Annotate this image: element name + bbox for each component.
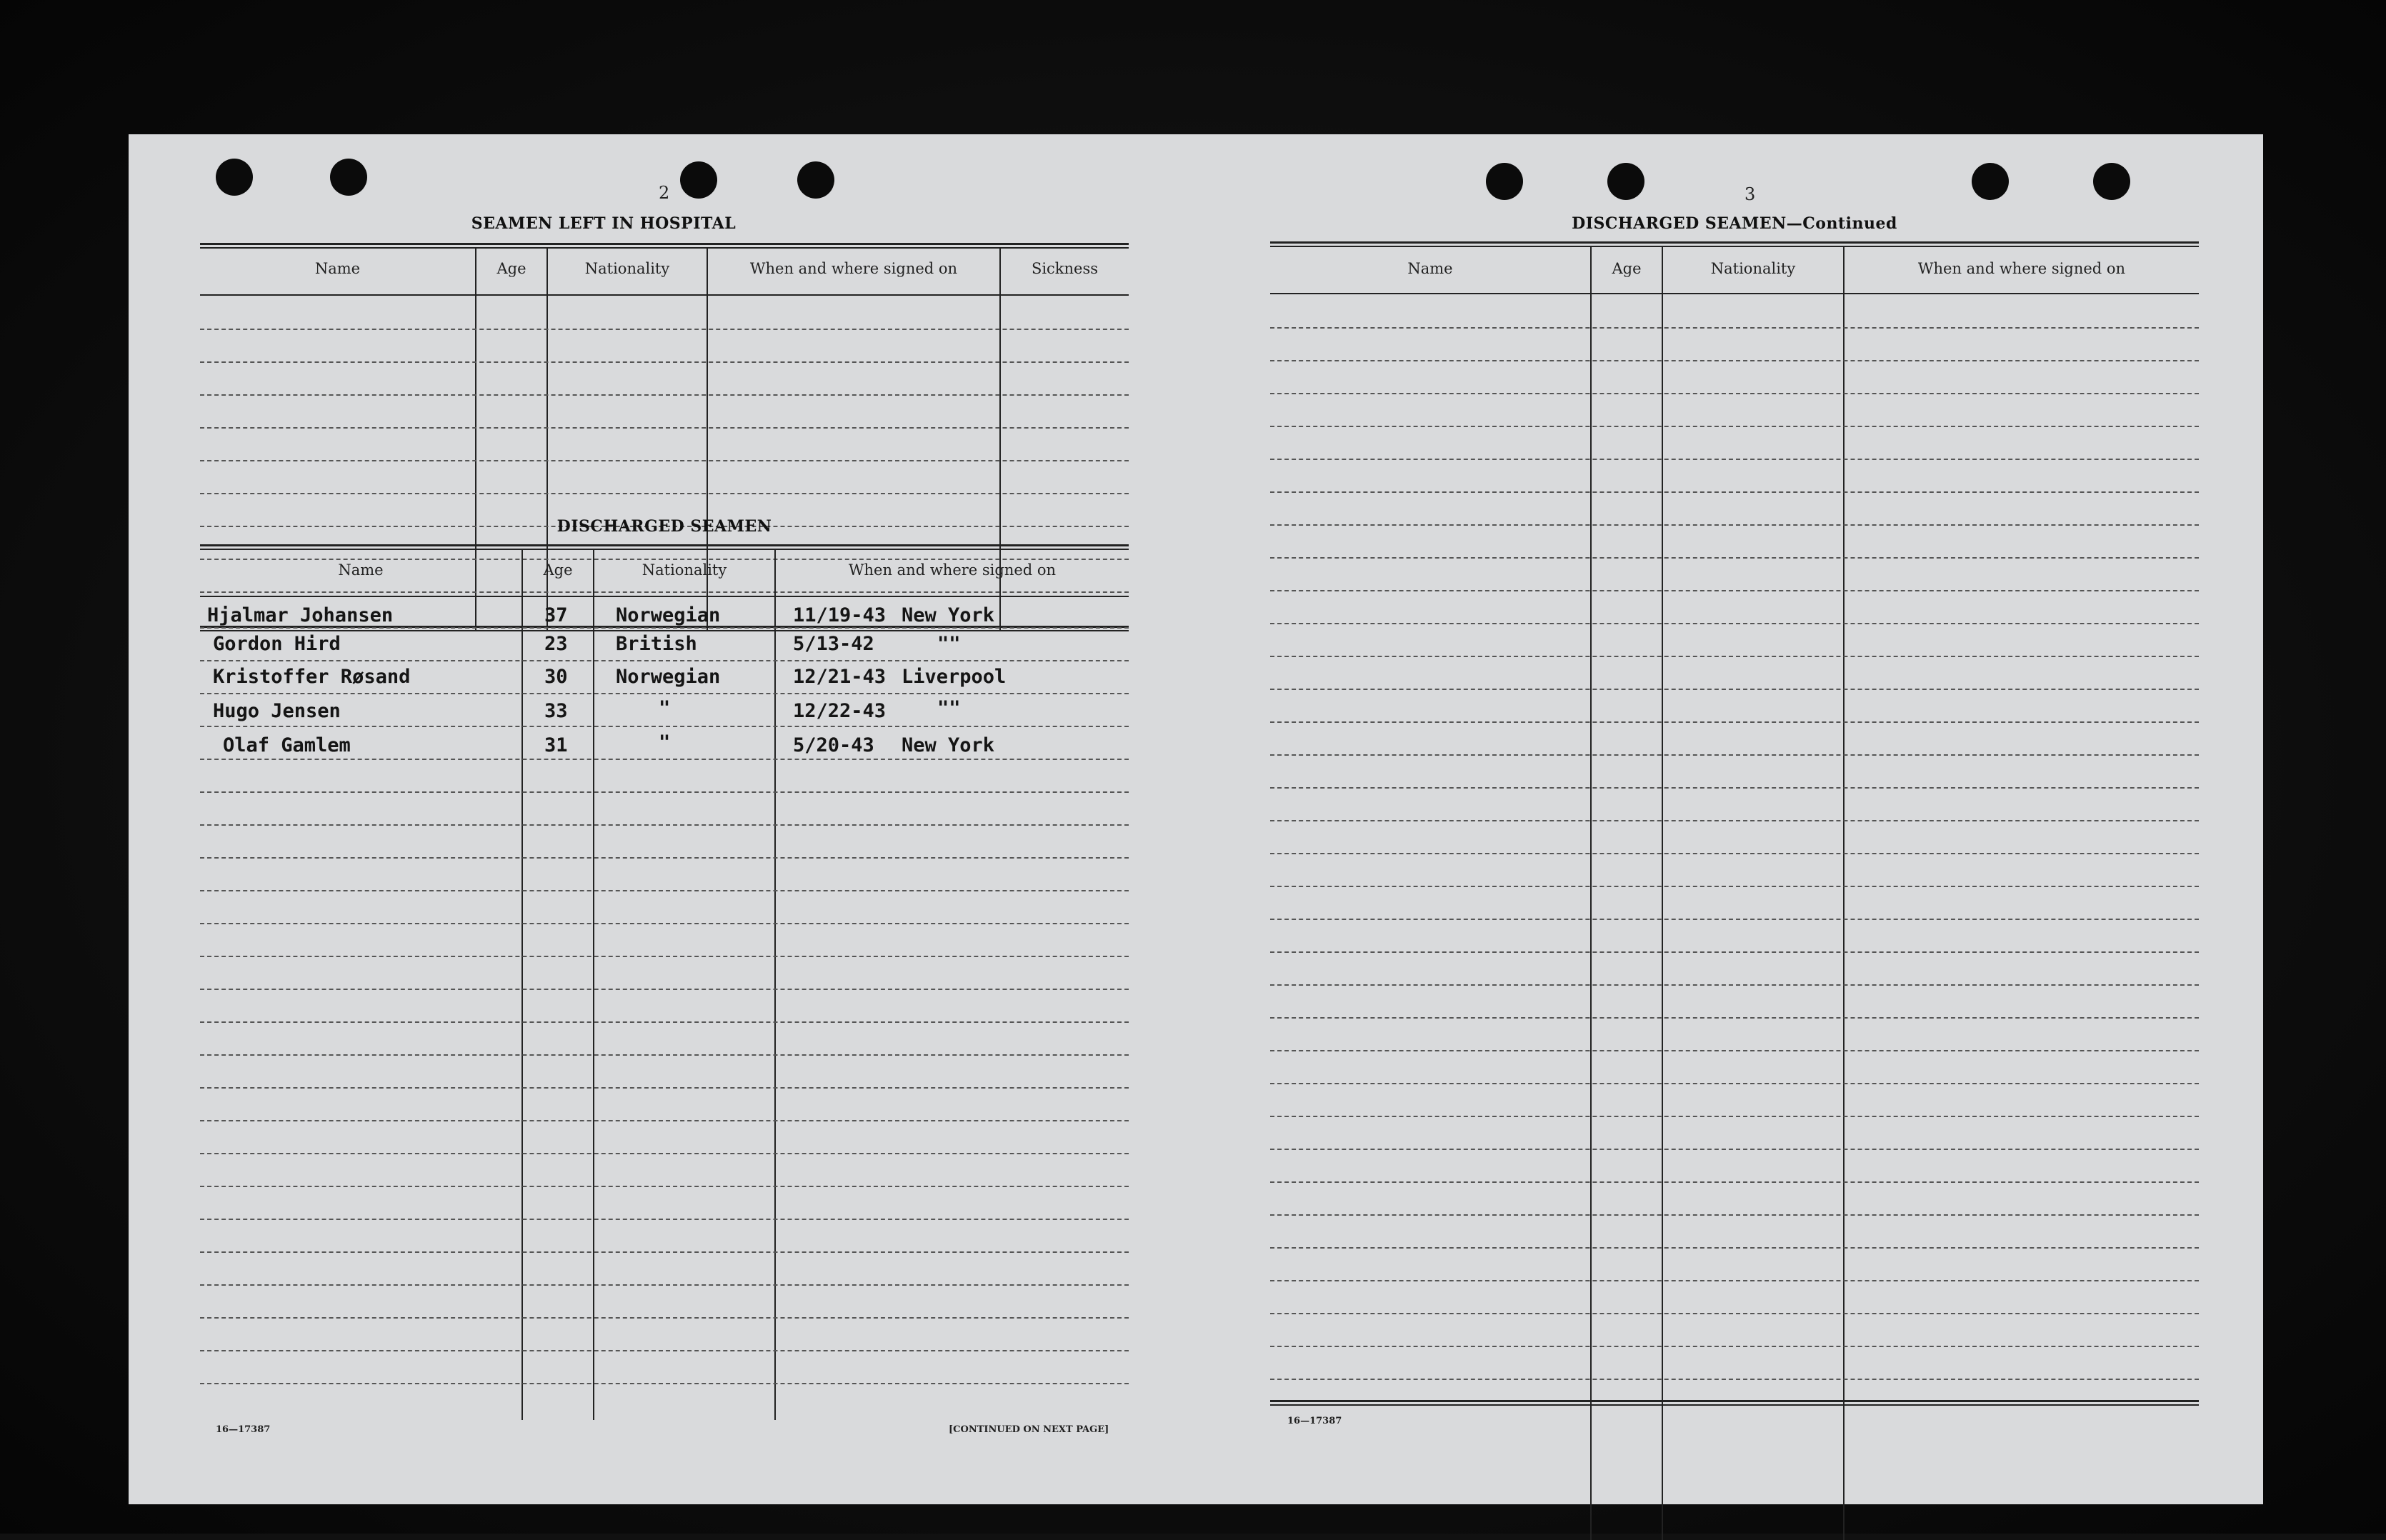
column-header-name: Name bbox=[1407, 260, 1453, 277]
column-divider bbox=[521, 550, 523, 1420]
signed-on-place: New York bbox=[902, 734, 995, 756]
seaman-age: 37 bbox=[544, 604, 568, 626]
entry-line bbox=[1270, 590, 2199, 591]
entry-line bbox=[1270, 1181, 2199, 1183]
column-divider bbox=[774, 550, 776, 1420]
seaman-name: Hugo Jensen bbox=[213, 700, 341, 722]
entry-line bbox=[1270, 1379, 2199, 1380]
entry-line bbox=[1270, 327, 2199, 329]
signed-on-place: New York bbox=[902, 604, 995, 626]
punch-hole bbox=[1486, 163, 1523, 200]
entry-line bbox=[200, 1087, 1129, 1089]
entry-line bbox=[1270, 491, 2199, 493]
entry-line bbox=[1270, 984, 2199, 986]
entry-line bbox=[200, 660, 1129, 661]
entry-line bbox=[1270, 754, 2199, 756]
form-number: 16—17387 bbox=[216, 1424, 271, 1435]
seaman-name: Gordon Hird bbox=[213, 633, 341, 655]
entry-line bbox=[200, 329, 1129, 330]
entry-line bbox=[1270, 919, 2199, 920]
entry-line bbox=[200, 427, 1129, 429]
punch-hole bbox=[680, 161, 717, 199]
entry-line bbox=[1270, 459, 2199, 460]
entry-line bbox=[200, 1120, 1129, 1121]
entry-line bbox=[1270, 1017, 2199, 1019]
entry-line bbox=[200, 1186, 1129, 1187]
entry-line bbox=[200, 493, 1129, 494]
header-rule bbox=[200, 596, 1129, 597]
continued-section-title: DISCHARGED SEAMEN—Continued bbox=[1572, 214, 1897, 233]
entry-line bbox=[200, 460, 1129, 461]
entry-line bbox=[1270, 623, 2199, 624]
punch-hole bbox=[797, 161, 834, 199]
entry-line bbox=[200, 1219, 1129, 1220]
form-number: 16—17387 bbox=[1287, 1416, 1342, 1426]
entry-line bbox=[200, 1317, 1129, 1319]
entry-line bbox=[1270, 1083, 2199, 1084]
entry-line bbox=[1270, 360, 2199, 361]
entry-line bbox=[1270, 820, 2199, 821]
seaman-nationality: Norwegian bbox=[616, 666, 721, 688]
hospital-section-title: SEAMEN LEFT IN HOSPITAL bbox=[471, 214, 737, 233]
entry-line bbox=[1270, 524, 2199, 526]
signed-on-date: 12/21-43 bbox=[793, 666, 887, 688]
seaman-age: 33 bbox=[544, 700, 568, 722]
header-rule bbox=[200, 294, 1129, 296]
seaman-name: Olaf Gamlem bbox=[223, 734, 351, 756]
entry-line bbox=[1270, 656, 2199, 657]
signed-on-date: 5/13-42 bbox=[793, 633, 874, 655]
entry-line bbox=[200, 1350, 1129, 1351]
signed-on-place: Liverpool bbox=[902, 666, 1007, 688]
entry-line bbox=[1270, 721, 2199, 723]
entry-line bbox=[200, 627, 1129, 629]
punch-hole bbox=[1607, 163, 1644, 200]
entry-line bbox=[200, 559, 1129, 560]
entry-line bbox=[200, 1054, 1129, 1056]
entry-line bbox=[1270, 1247, 2199, 1249]
entry-line bbox=[200, 890, 1129, 891]
entry-line bbox=[200, 591, 1129, 593]
page-number: 3 bbox=[1744, 184, 1756, 204]
entry-line bbox=[1270, 1346, 2199, 1347]
seaman-age: 30 bbox=[544, 666, 568, 688]
entry-line bbox=[1270, 557, 2199, 559]
column-header-age: Age bbox=[543, 561, 573, 579]
column-header-age: Age bbox=[496, 260, 526, 277]
entry-line bbox=[1270, 886, 2199, 887]
signed-on-date: 11/19-43 bbox=[793, 604, 887, 626]
punch-hole bbox=[330, 159, 367, 196]
column-header-nationality: Nationality bbox=[1710, 260, 1796, 277]
section-bottom-rule bbox=[1270, 1400, 2199, 1406]
discharged-section-title: DISCHARGED SEAMEN bbox=[556, 517, 772, 536]
signed-on-date: 5/20-43 bbox=[793, 734, 874, 756]
entry-line bbox=[1270, 1050, 2199, 1051]
entry-line bbox=[1270, 1280, 2199, 1281]
header-rule bbox=[1270, 293, 2199, 294]
entry-line bbox=[200, 824, 1129, 826]
entry-line bbox=[200, 693, 1129, 694]
entry-line bbox=[1270, 689, 2199, 690]
entry-line bbox=[200, 791, 1129, 793]
column-header-name: Name bbox=[314, 260, 361, 277]
entry-line bbox=[1270, 426, 2199, 427]
signed-on-place: "" bbox=[937, 697, 961, 719]
signed-on-place: "" bbox=[937, 633, 961, 655]
entry-line bbox=[1270, 951, 2199, 953]
column-header-signed-on: When and where signed on bbox=[1917, 260, 2126, 277]
section-rule bbox=[1270, 241, 2199, 247]
page-number: 2 bbox=[659, 183, 670, 203]
entry-line bbox=[200, 726, 1129, 727]
punch-hole bbox=[216, 159, 253, 196]
entry-line bbox=[200, 989, 1129, 990]
seaman-nationality: " bbox=[659, 731, 671, 754]
seaman-nationality: British bbox=[616, 633, 697, 655]
seaman-name: Kristoffer Røsand bbox=[213, 666, 411, 688]
column-header-age: Age bbox=[1612, 260, 1642, 277]
entry-line bbox=[200, 1251, 1129, 1253]
entry-line bbox=[1270, 1149, 2199, 1150]
continued-note: [CONTINUED ON NEXT PAGE] bbox=[949, 1424, 1109, 1435]
seaman-nationality: " bbox=[659, 697, 671, 719]
section-rule bbox=[200, 243, 1129, 249]
seaman-name: Hjalmar Johansen bbox=[207, 604, 394, 626]
column-header-signed-on: When and where signed on bbox=[749, 260, 958, 277]
entry-line bbox=[1270, 853, 2199, 854]
signed-on-date: 12/22-43 bbox=[793, 700, 887, 722]
entry-line bbox=[1270, 393, 2199, 394]
punch-hole bbox=[1972, 163, 2009, 200]
entry-line bbox=[1270, 787, 2199, 789]
punch-hole bbox=[2093, 163, 2130, 200]
seaman-nationality: Norwegian bbox=[616, 604, 721, 626]
entry-line bbox=[200, 759, 1129, 760]
entry-line bbox=[200, 857, 1129, 859]
seaman-age: 31 bbox=[544, 734, 568, 756]
entry-line bbox=[200, 1021, 1129, 1023]
entry-line bbox=[200, 923, 1129, 924]
entry-line bbox=[200, 1284, 1129, 1286]
column-divider bbox=[593, 550, 594, 1420]
column-header-sickness: Sickness bbox=[1031, 260, 1099, 277]
column-header-nationality: Nationality bbox=[642, 561, 727, 579]
column-header-nationality: Nationality bbox=[584, 260, 670, 277]
section-rule bbox=[200, 544, 1129, 550]
entry-line bbox=[200, 1153, 1129, 1154]
entry-line bbox=[1270, 1214, 2199, 1216]
entry-line bbox=[200, 394, 1129, 396]
seaman-age: 23 bbox=[544, 633, 568, 655]
entry-line bbox=[1270, 1116, 2199, 1117]
column-header-signed-on: When and where signed on bbox=[848, 561, 1057, 579]
document-sheet bbox=[129, 134, 2263, 1504]
column-header-name: Name bbox=[338, 561, 384, 579]
entry-line bbox=[200, 1383, 1129, 1384]
entry-line bbox=[1270, 1313, 2199, 1314]
entry-line bbox=[200, 361, 1129, 363]
entry-line bbox=[200, 956, 1129, 957]
